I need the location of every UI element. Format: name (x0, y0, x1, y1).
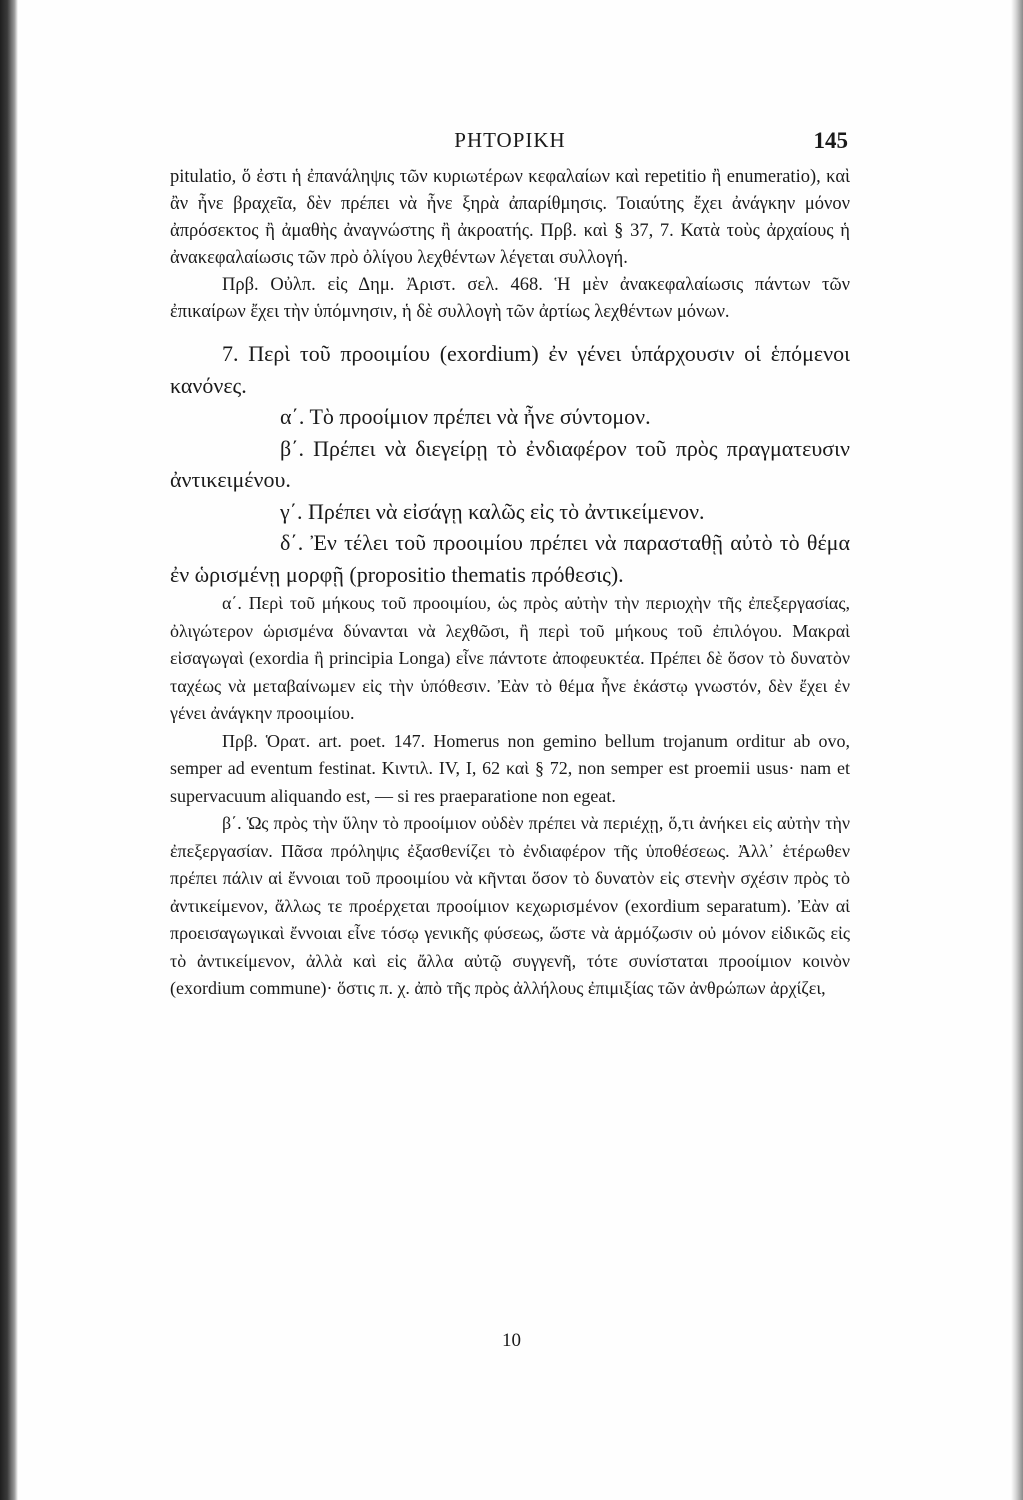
page-binding-shadow (0, 0, 18, 1500)
page-header (172, 128, 848, 160)
note-beta: β΄. Ὡς πρὸς τὴν ὕλην τὸ προοίμιον οὐδὲν πρέπει νὰ περιέχῃ, ὅ,τι ἀνήκει εἰς αὐτὴν τὴν ἐπεξεργασίαν. Πᾶσα πρόληψις ἐξασθενίζει τὸ ἐνδιαφέρον τῆς ὑποθέσεως. Ἀλλ᾽ ἑτέρωθεν πρέπει πάλιν αἱ ἔννοιαι τοῦ προοιμίου νὰ κῆνται ὅσον τὸ δυνατὸν εἰς στενὴν σχέσιν πρὸς τὸ ἀντικείμενον, ἄλλως τε προέρχεται προοίμιον κεχωρισμένον (exordium separatum). Ἐὰν αἱ προεισαγωγικαὶ ἔννοιαι εἶνε τόσῳ γενικῆς φύσεως, ὥστε νὰ ἁρμόζωσιν οὐ μόνον εἰδικῶς εἰς τὸ ἀντικείμενον, ἀλλὰ καὶ εἰς ἄλλα αὐτῷ συγγενῆ, τότε συνίσταται προοίμιον κοινὸν (exordium commune)· ὅστις π. χ. ἀπὸ τῆς πρὸς ἀλλήλους ἐπιμιξίας τῶν ἀνθρώπων ἀρχίζει, (170, 813, 850, 998)
signature-mark: 10 (502, 1330, 521, 1351)
section-7-intro: 7. Περὶ τοῦ προοιμίου (exordium) ἐν γένει ὑπάρχουσιν οἱ ἑπόμενοι κανόνες. (170, 341, 850, 398)
rule-delta: δ΄. Ἐν τέλει τοῦ προοιμίου πρέπει νὰ παρασταθῇ αὐτὸ τὸ θέμα ἐν ὡρισμένῃ μορφῇ (propositio thematis πρόθεσις). (170, 530, 850, 587)
running-title: ΡΗΤΟΡΙΚΗ (454, 128, 566, 152)
body-text (170, 164, 850, 1003)
note-alpha: α΄. Περὶ τοῦ μήκους τοῦ προοιμίου, ὡς πρὸς αὐτὴν τὴν περιοχὴν τῆς ἐπεξεργασίας, ὀλιγώτερον ὡρισμένα δύνανται νὰ λεχθῶσι, ἢ περὶ τοῦ μήκους τοῦ ἐπιλόγου. Μακραὶ εἰσαγωγαὶ (exordia ἢ principia Longa) εἶνε πάντοτε ἀποφευκτέα. Πρέπει δὲ ὅσον τὸ δυνατὸν ταχέως νὰ μεταβαίνωμεν εἰς τὴν ὑπόθεσιν. Ἐὰν τὸ θέμα ἦνε ἑκάστῳ γνωστόν, δὲν ἔχει ἐν γένει ἀνάγκην προοιμίου. (170, 593, 850, 723)
rule-alpha: α΄. Τὸ προοίμιον πρέπει νὰ ἦνε σύντομον. (280, 404, 651, 429)
rule-gamma: γ΄. Πρέπει νὰ εἰσάγῃ καλῶς εἰς τὸ ἀντικείμενον. (280, 498, 705, 524)
page-number: 145 (813, 128, 848, 153)
paragraph-reference: Πρβ. Οὐλπ. εἰς Δημ. Ἀριστ. σελ. 468. Ἡ μὲν ἀνακεφαλαίωσις πάντων τῶν ἐπικαίρων ἔχει τὴν ὑπόμνησιν, ἡ δὲ συλλογὴ τῶν ἀρτίως λεχθέντων μόνων. (170, 275, 850, 322)
paragraph-continuation: pitulatio, ὅ ἐστι ἡ ἐπανάληψις τῶν κυριωτέρων κεφαλαίων καὶ repetitio ἢ enumeratio), καὶ ἂν ἦνε βραχεῖα, δὲν πρέπει νὰ ἦνε ξηρὰ ἀπαρίθμησις. Τοιαύτης ἔχει ἀνάγκην μόνον ἀπρόσεκτος ἢ ἀμαθὴς ἀναγνώστης ἢ ἀκροατής. Πρβ. καὶ § 37, 7. Κατὰ τοὺς ἀρχαίους ἡ ἀνακεφαλαίωσις τῶν πρὸ ὀλίγου λεχθέντων λέγεται συλλογή. (170, 167, 850, 268)
note-reference: Πρβ. Ὁρατ. art. poet. 147. Homerus non gemino bellum trojanum orditur ab ovo, semper ad eventum festinat. Κιντιλ. IV, I, 62 καὶ § 72, non semper est proemii usus· nam et supervacuum aliquando est, — si res praeparatione non egeat. (170, 730, 850, 806)
rule-beta: β΄. Πρέπει νὰ διεγείρῃ τὸ ἐνδιαφέρον τοῦ πρὸς πραγματευσιν ἀντικειμένου. (170, 435, 850, 492)
page-edge-shadow (1011, 0, 1023, 1500)
